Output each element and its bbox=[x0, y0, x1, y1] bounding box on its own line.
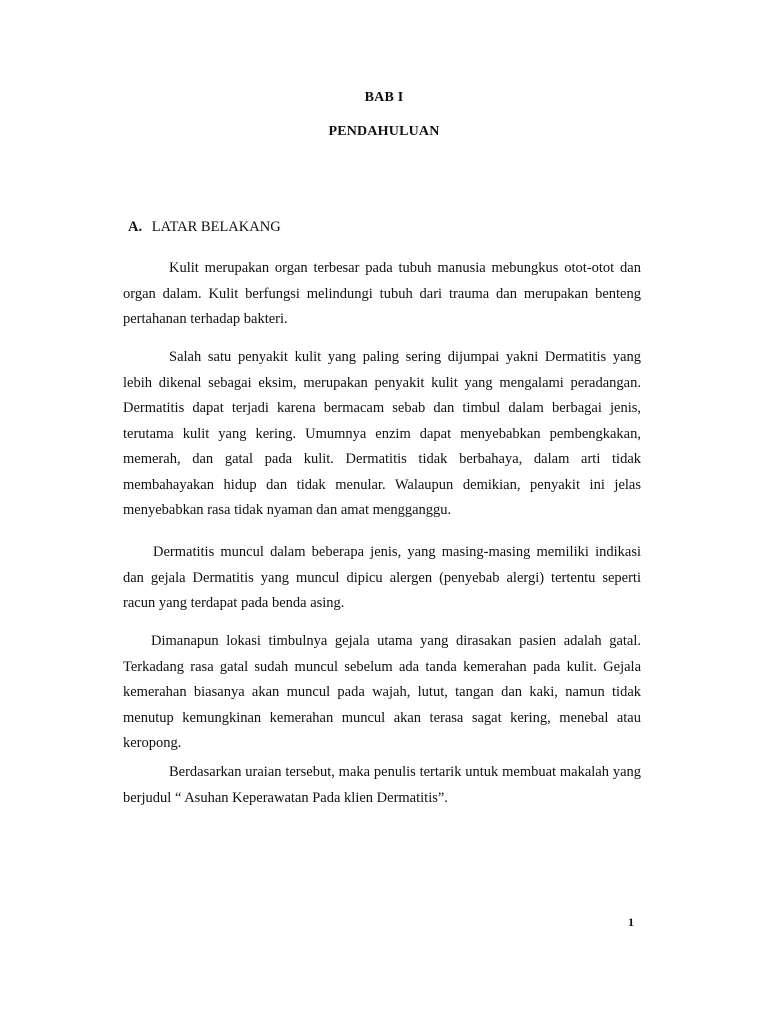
chapter-title: PENDAHULUAN bbox=[328, 124, 440, 139]
chapter-heading: BAB I bbox=[364, 90, 404, 105]
paragraph-5: Berdasarkan uraian tersebut, maka penulis tertarik untuk membuat makalah yang berjudul “ Asuhan Keperawatan Pada klien Dermatitis”. bbox=[123, 764, 641, 806]
page-number: 1 bbox=[628, 915, 634, 929]
section-number: A. bbox=[128, 219, 143, 235]
paragraph-3: Dermatitis muncul dalam beberapa jenis, yang masing-masing memiliki indikasi dan gejala Dermatitis yang muncul dipicu alergen (penyebab alergi) tertentu seperti racun yang terdapat pada benda asing. bbox=[123, 544, 641, 611]
paragraph-4: Dimanapun lokasi timbulnya gejala utama yang dirasakan pasien adalah gatal. Terkadang rasa gatal sudah muncul sebelum ada tanda kemerahan pada kulit. Gejala kemerahan biasanya akan muncul pada wajah, lutut, tangan dan kaki, namun tidak menutup kemungkinan kemerahan muncul akan terasa sagat kering, menebal atau keropong. bbox=[123, 633, 641, 751]
paragraph-1: Kulit merupakan organ terbesar pada tubuh manusia mebungkus otot-otot dan organ dalam. Kulit berfungsi melindungi tubuh dari trauma dan merupakan benteng pertahanan terhadap bakteri. bbox=[123, 260, 641, 327]
paragraph-2: Salah satu penyakit kulit yang paling sering dijumpai yakni Dermatitis yang lebih dikenal sebagai eksim, merupakan penyakit kulit yang mengalami peradangan. Dermatitis dapat terjadi karena bermacam sebab dan timbul dalam berbagai jenis, terutama kulit yang kering. Umumnya enzim dapat menyebabkan pembengkakan, memerah, dan gatal pada kulit. Dermatitis tidak berbahaya, dalam arti tidak membahayakan hidup dan tidak menular. Walaupun demikian, penyakit ini jelas menyebabkan rasa tidak nyaman dan amat mengganggu. bbox=[123, 349, 641, 518]
section-title: LATAR BELAKANG bbox=[151, 219, 281, 235]
section-heading bbox=[128, 219, 281, 236]
